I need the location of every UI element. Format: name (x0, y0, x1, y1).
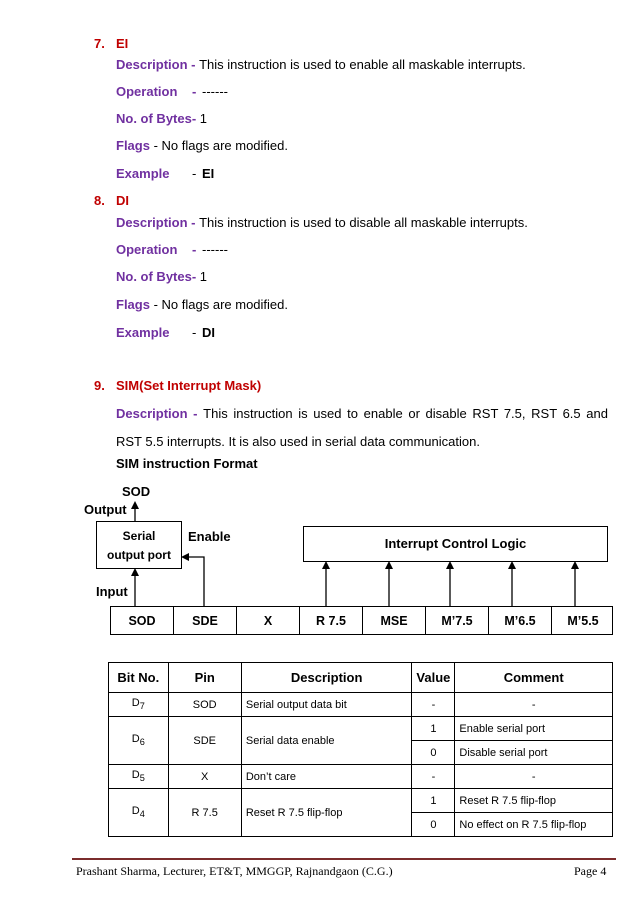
table-row (109, 789, 613, 813)
table-row (109, 717, 613, 741)
bit-no-cell: $D_6$ (109, 717, 169, 765)
bit-no-cell: $D_5$ (109, 765, 169, 789)
header-description: Description (241, 663, 412, 693)
pin-cell: X (168, 765, 241, 789)
comment-cell: - (455, 765, 613, 789)
output-label: Output (84, 502, 127, 517)
register-bit-m55: M’5.5 (567, 614, 599, 628)
register-bit-r75: R 7.5 (300, 607, 363, 635)
description-text: This instruction is used to enable all maskable interrupts. (199, 57, 526, 72)
value-cell: - (412, 765, 455, 789)
description-cell: Reset R 7.5 flip-flop (241, 789, 412, 837)
section-8-number: 8. (94, 193, 105, 208)
description-cell: Don’t care (241, 765, 412, 789)
section-9-title: SIM(Set Interrupt Mask) (116, 378, 262, 393)
table-row (109, 693, 613, 717)
operation-value: ------ (202, 84, 228, 99)
flags-label: Flags (116, 138, 150, 153)
table-row (109, 765, 613, 789)
footer-divider (72, 858, 616, 860)
description-label: Description (116, 57, 188, 72)
register-bit-mse: MSE (363, 607, 426, 635)
example-value: EI (202, 166, 215, 181)
section-7-example: Example - EI (116, 166, 215, 181)
footer-author: Prashant Sharma, Lecturer, ET&T, MMGGP, Rajnandgaon (C.G.) (76, 864, 393, 878)
description-text: This instruction is used to disable all maskable interrupts. (199, 215, 528, 230)
flags-label: Flags (116, 297, 150, 312)
section-7-number: 7. (94, 36, 105, 51)
bytes-value: 1 (199, 111, 208, 126)
comment-cell: - (455, 693, 613, 717)
pin-cell: SOD (168, 693, 241, 717)
section-7-title: EI (116, 36, 129, 51)
input-label: Input (96, 584, 128, 599)
interrupt-control-logic-box: Interrupt Control Logic (303, 526, 608, 562)
section-8-description: Description - This instruction is used to disable all maskable interrupts. (116, 215, 528, 230)
operation-label: Operation (116, 84, 178, 99)
section-7-operation: Operation - ------ (116, 84, 228, 99)
description-cell: Serial output data bit (241, 693, 412, 717)
header-comment: Comment (455, 663, 613, 693)
comment-cell: Reset R 7.5 flip-flop (455, 789, 613, 813)
example-label: Example (116, 166, 170, 181)
sim-bit-table (108, 662, 613, 837)
section-8-bytes: No. of Bytes- 1 (116, 269, 208, 284)
section-7-description: Description - This instruction is used to enable all maskable interrupts. (116, 57, 526, 72)
pin-cell: R 7.5 (168, 789, 241, 837)
comment-cell: Enable serial port (455, 717, 613, 741)
bit-no-cell: $D_4$ (109, 789, 169, 837)
header-bit-no: Bit No. (109, 663, 169, 693)
register-bit-sde: SDE (174, 607, 237, 635)
description-label: Description (116, 215, 188, 230)
register-bit-m75: M’7.5 (426, 607, 489, 635)
value-cell: 1 (412, 717, 455, 741)
description-cell: Serial data enable (241, 717, 412, 765)
section-8-operation: Operation - ------ (116, 242, 228, 257)
section-8-example: Example - DI (116, 325, 215, 340)
example-value: DI (202, 325, 215, 340)
serial-output-port-box: Serial output port (96, 521, 182, 569)
section-9-number: 9. (94, 378, 105, 393)
pin-cell: SDE (168, 717, 241, 765)
header-pin: Pin (168, 663, 241, 693)
bit-no-cell: $D_7$ (109, 693, 169, 717)
value-cell: - (412, 693, 455, 717)
enable-label: Enable (188, 529, 231, 544)
register-bit-sod: SOD (111, 607, 174, 635)
table-header-row (109, 663, 613, 693)
bytes-label: No. of Bytes (116, 269, 192, 284)
comment-cell: Disable serial port (455, 741, 613, 765)
section-7-bytes: No. of Bytes- 1 (116, 111, 208, 126)
comment-cell: No effect on R 7.5 flip-flop (455, 813, 613, 837)
section-7-flags: Flags - No flags are modified. (116, 138, 288, 153)
description-text: This instruction is used to enable or disable RST 7.5, RST 6.5 and RST 5.5 interrupts. It is also used in serial data communication. (116, 406, 608, 449)
sim-format-heading: SIM instruction Format (116, 456, 258, 471)
description-label: Description (116, 406, 188, 421)
bytes-label: No. of Bytes (116, 111, 192, 126)
register-bit-m65: M’6.5 (489, 607, 552, 635)
sod-label: SOD (122, 484, 151, 499)
section-8-flags: Flags - No flags are modified. (116, 297, 288, 312)
flags-value: No flags are modified. (161, 297, 288, 312)
operation-label: Operation (116, 242, 178, 257)
value-cell: 1 (412, 789, 455, 813)
bytes-value: 1 (199, 269, 208, 284)
operation-value: ------ (202, 242, 228, 257)
value-cell: 0 (412, 741, 455, 765)
example-label: Example (116, 325, 170, 340)
flags-value: No flags are modified. (161, 138, 288, 153)
value-cell: 0 (412, 813, 455, 837)
section-8-title: DI (116, 193, 129, 208)
register-bit-x: X (237, 607, 300, 635)
enable-arrow (185, 557, 204, 606)
header-value: Value (412, 663, 455, 693)
section-9-description: Description - This instruction is used to enable or disable RST 7.5, RST 6.5 and RST 5.5 interrupts. It is also used in serial data communication. (116, 406, 608, 449)
footer-page-number: Page 4 (574, 864, 607, 878)
